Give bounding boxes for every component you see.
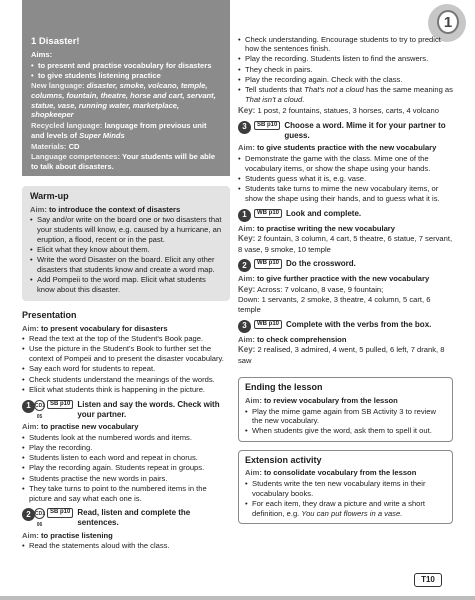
activity-title: Listen and say the words. Check with your partner. <box>77 399 220 419</box>
warmup-list <box>30 215 222 294</box>
ending-list <box>245 407 446 437</box>
list-item: • Say and/or write on the board one or two disasters that your students will know, e.g. caused by a hurricane, an eruption, a flood, recent or in the past. <box>30 215 222 244</box>
list-item: • Students write the ten new vocabulary items in their vocabulary books. <box>245 479 446 498</box>
list-item: • Demonstrate the game with the class. Mime one of the vocabulary items, or show the shape using your hands. <box>238 154 453 173</box>
activity-number: 2 <box>22 508 35 521</box>
wb-activity-1-key: Key: 2 fountain, 3 column, 4 cart, 5 theatre, 6 statue, 7 servant, 8 vase, 9 smoke, 10 temple <box>238 234 453 254</box>
presentation-title: Presentation <box>22 309 77 320</box>
list-item: • Elicit what students think is happening in the picture. <box>22 385 230 395</box>
list-item: • Play the mime game again from SB Activity 3 to review the new vocabulary. <box>245 407 446 426</box>
activity-2-continued-list <box>238 35 453 105</box>
unit-number: 1 <box>437 10 459 34</box>
list-item: • They take turns to point to the numbered items in the picture and say what each one is. <box>22 484 230 503</box>
warmup-aim: Aim: to introduce the context of disasters <box>30 204 181 214</box>
unit-aim: • to give students listening practice <box>31 71 221 81</box>
list-item: • Use the picture in the Student's Book to further set the context of Pompeii and to present the disaster vocabulary. <box>22 344 230 363</box>
wb-activity-2-heading <box>238 259 453 272</box>
list-item: • Play the recording. <box>22 443 230 453</box>
warmup-title: Warm-up <box>30 191 69 201</box>
activity-1-heading <box>22 400 230 420</box>
presentation-list <box>22 334 230 394</box>
book-reference: WB p10 <box>254 320 282 330</box>
activity-title: Complete with the verbs from the box. <box>286 319 432 329</box>
activity-title: Choose a word. Mime it for your partner to guess. <box>284 120 446 140</box>
list-item: • They check in pairs. <box>238 65 453 75</box>
activity-2-list <box>22 541 230 551</box>
extension-list <box>245 479 446 518</box>
wb-activity-1-heading <box>238 209 453 222</box>
list-item: • Check students understand the meanings of the words. <box>22 375 230 385</box>
aims-label: Aims: <box>31 50 53 60</box>
unit-overview-box <box>22 0 230 176</box>
ending-box <box>238 377 453 441</box>
list-item: • Play the recording. Students listen to find the answers. <box>238 54 453 64</box>
book-reference: SB p10 <box>47 508 73 518</box>
recycled-language: Recycled language: language from previous unit and levels of Super Minds <box>31 121 207 140</box>
unit-aim: • to present and practise vocabulary for disasters <box>31 61 221 71</box>
activity-number: 3 <box>238 320 251 333</box>
list-item: • Elicit what they know about them. <box>30 245 222 255</box>
right-column <box>238 34 453 524</box>
list-item: • Students listen to each word and repeat in chorus. <box>22 453 230 463</box>
book-reference: WB p10 <box>254 259 282 269</box>
activity-3-aim: Aim: to give students practice with the new vocabulary <box>238 143 437 153</box>
book-reference: SB p10 <box>47 400 73 410</box>
cd-icon: CD1 05 <box>34 400 45 411</box>
activity-2-key: Key: 1 post, 2 fountains, statues, 3 horses, carts, 4 volcano <box>238 105 439 115</box>
list-item: • For each item, they draw a picture and write a short definition, e.g. You can put flowers in a vase. <box>245 499 446 518</box>
list-item: • Students guess what it is, e.g. vase. <box>238 174 453 184</box>
list-item: • When students give the word, ask them to spell it out. <box>245 426 446 436</box>
activity-title: Do the crossword. <box>286 259 356 269</box>
wb-activity-2-key: Key: Across: 7 volcano, 8 vase, 9 fountain; Down: 1 servants, 2 smoke, 3 theatre, 4 column, 5 cart, 6 temple <box>238 284 431 314</box>
materials: Materials: CD <box>31 141 80 151</box>
wb-activity-3-heading <box>238 320 453 333</box>
list-item: • Students look at the numbered words and items. <box>22 433 230 443</box>
activity-title: Read, listen and complete the sentences. <box>77 508 191 528</box>
left-column <box>22 0 230 552</box>
activity-1-aim: Aim: to practise new vocabulary <box>22 422 139 431</box>
ending-title: Ending the lesson <box>245 382 323 393</box>
book-reference: SB p10 <box>254 121 280 131</box>
list-item: • Tell students that That's not a cloud has the same meaning as That isn't a cloud. <box>238 85 453 104</box>
warmup-box <box>22 186 230 301</box>
activity-2-aim: Aim: to practise listening <box>22 530 113 540</box>
activity-title: Look and complete. <box>286 208 362 218</box>
wb-activity-3-aim: Aim: to check comprehension <box>238 334 347 344</box>
unit-aims-list <box>31 61 221 80</box>
page-number: T10 <box>414 573 442 587</box>
activity-3-heading <box>238 121 453 141</box>
bottom-bar <box>0 596 475 600</box>
unit-title: 1 Disaster! <box>31 36 80 47</box>
list-item: • Add Pompeii to the word map. Elicit what students know about this disaster. <box>30 275 222 294</box>
new-language: New language: disaster, smoke, volcano, temple, columns, fountain, theatre, horse and cart, servant, statue, vase, running water, marketplace, shopkeeper <box>31 81 216 120</box>
extension-aim: Aim: to consolidate vocabulary from the lesson <box>245 468 417 478</box>
list-item: • Play the recording again. Students repeat in groups. <box>22 463 230 473</box>
presentation-aim: Aim: to present vocabulary for disasters <box>22 323 168 333</box>
list-item: • Play the recording again. Check with the class. <box>238 75 453 85</box>
list-item: • Read the text at the top of the Student's Book page. <box>22 334 230 344</box>
activity-number: 3 <box>238 121 251 134</box>
activity-number: 2 <box>238 259 251 272</box>
list-item: • Students practise the new words in pairs. <box>22 474 230 484</box>
list-item: • Write the word Disaster on the board. Elicit any other disasters that students know and create a word map. <box>30 255 222 274</box>
extension-box <box>238 450 453 524</box>
book-reference: WB p10 <box>254 209 282 219</box>
activity-1-list <box>22 433 230 504</box>
wb-activity-3-key: Key: 2 realised, 3 admired, 4 went, 5 pulled, 6 left, 7 drank, 8 saw <box>238 345 445 365</box>
activity-2-heading <box>22 508 230 528</box>
activity-number: 1 <box>238 209 251 222</box>
list-item: • Check understanding. Encourage students to try to predict how the sentences finish. <box>238 35 453 54</box>
activity-3-list <box>238 154 453 204</box>
list-item: • Read the statements aloud with the class. <box>22 541 230 551</box>
list-item: • Say each word for students to repeat. <box>22 364 230 374</box>
wb-activity-2-aim: Aim: to give further practice with the new vocabulary <box>238 274 430 284</box>
extension-title: Extension activity <box>245 454 322 465</box>
wb-activity-1-aim: Aim: to practise writing the new vocabulary <box>238 223 395 233</box>
list-item: • Students take turns to mime the new vocabulary items, or show the shape using their hands, and to guess what it is. <box>238 184 453 203</box>
language-competences: Language competences: Your students will be able to talk about disasters. <box>31 152 216 172</box>
ending-aim: Aim: to review vocabulary from the lesson <box>245 395 398 405</box>
activity-number: 1 <box>22 400 35 413</box>
cd-icon: CD1 06 <box>34 508 45 519</box>
